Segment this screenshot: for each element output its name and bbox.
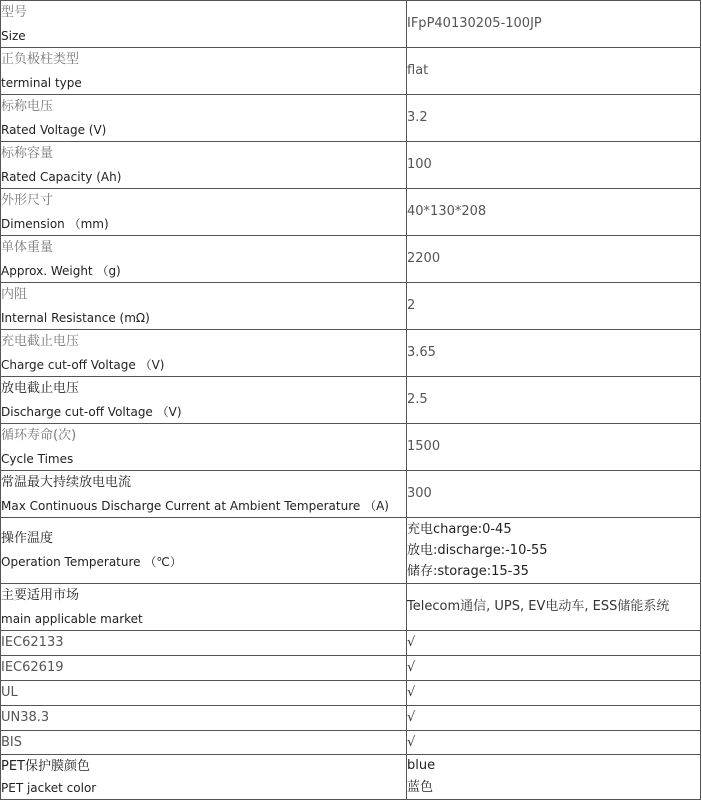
value-cell xyxy=(407,189,701,236)
row-cert-iec62133 xyxy=(1,631,701,656)
label-cell xyxy=(1,656,407,681)
value-cell xyxy=(407,1,701,48)
value-cell xyxy=(407,681,701,706)
checkmark-icon: √ xyxy=(407,685,416,700)
row-discharge-cutoff xyxy=(1,377,701,424)
label-en: Approx. Weight （g) xyxy=(1,263,121,278)
value-cell xyxy=(407,755,701,800)
value-cell xyxy=(407,142,701,189)
checkmark-icon: √ xyxy=(407,635,416,650)
cert-name: IEC62619 xyxy=(1,660,64,675)
value-cell xyxy=(407,48,701,95)
value-cell xyxy=(407,584,701,631)
cert-name: IEC62133 xyxy=(1,635,64,650)
value: 2.5 xyxy=(407,392,428,407)
label-en: Cycle Times xyxy=(1,451,74,466)
label-zh: 外形尺寸 xyxy=(1,192,54,208)
value-cell xyxy=(407,631,701,656)
label-en: Operation Temperature （℃） xyxy=(1,555,182,569)
value-cell xyxy=(407,283,701,330)
label-zh: 主要适用市场 xyxy=(1,587,80,603)
value-cell xyxy=(407,471,701,518)
row-rated-capacity xyxy=(1,142,701,189)
label-cell xyxy=(1,330,407,377)
label-zh: 型号 xyxy=(1,4,28,20)
row-cert-iec62619 xyxy=(1,656,701,681)
label-zh: PET保护膜颜色 xyxy=(1,758,90,774)
checkmark-icon: √ xyxy=(407,734,416,750)
row-cycle-times xyxy=(1,424,701,471)
label-zh: 放电截止电压 xyxy=(1,380,80,396)
value: 40*130*208 xyxy=(407,204,487,219)
label-en: Rated Voltage (V) xyxy=(1,122,107,137)
label-zh: 标称电压 xyxy=(1,98,54,114)
checkmark-icon: √ xyxy=(407,710,416,725)
label-cell xyxy=(1,236,407,283)
value-cell xyxy=(407,377,701,424)
value-en: blue xyxy=(407,758,436,773)
label-en: Discharge cut-off Voltage （V) xyxy=(1,404,182,419)
row-jacket-color xyxy=(1,755,701,800)
row-cert-ul xyxy=(1,681,701,706)
value: Telecom通信, UPS, EV电动车, ESS储能系统 xyxy=(407,599,670,614)
label-cell xyxy=(1,95,407,142)
label-cell xyxy=(1,681,407,706)
value-charge: 充电charge:0-45 xyxy=(407,522,512,537)
row-size xyxy=(1,1,701,48)
cert-name: UN38.3 xyxy=(1,710,50,725)
label-zh: 单体重量 xyxy=(1,239,54,255)
row-dimension xyxy=(1,189,701,236)
label-en: Max Continuous Discharge Current at Ambient Temperature （A) xyxy=(1,498,389,513)
cert-name: UL xyxy=(1,685,18,700)
value-discharge: 放电:discharge:-10-55 xyxy=(407,543,548,558)
label-cell xyxy=(1,706,407,731)
value: 2 xyxy=(407,298,416,313)
label-cell xyxy=(1,48,407,95)
label-zh: 正负极柱类型 xyxy=(1,51,80,67)
label-en: Dimension （mm) xyxy=(1,216,109,231)
label-zh: 操作温度 xyxy=(1,531,54,546)
label-cell xyxy=(1,755,407,800)
row-market xyxy=(1,584,701,631)
value: flat xyxy=(407,63,429,78)
label-en: Size xyxy=(1,28,26,43)
value-cell xyxy=(407,518,701,584)
label-cell xyxy=(1,518,407,584)
label-cell xyxy=(1,584,407,631)
label-en: Rated Capacity (Ah) xyxy=(1,169,122,184)
value-cell xyxy=(407,330,701,377)
checkmark-icon: √ xyxy=(407,660,416,675)
row-cert-bis xyxy=(1,731,701,755)
label-zh: 常温最大持续放电电流 xyxy=(1,474,132,490)
label-zh: 循环寿命(次) xyxy=(1,427,77,443)
label-cell xyxy=(1,731,407,755)
value: 300 xyxy=(407,486,432,501)
value-cell xyxy=(407,656,701,681)
row-cert-un38-3 xyxy=(1,706,701,731)
value: 2200 xyxy=(407,251,441,266)
row-weight xyxy=(1,236,701,283)
label-en: PET jacket color xyxy=(1,780,97,795)
label-cell xyxy=(1,377,407,424)
label-zh: 标称容量 xyxy=(1,145,54,161)
value: IFpP40130205-100JP xyxy=(407,16,542,31)
label-zh: 内阻 xyxy=(1,286,28,302)
value: 100 xyxy=(407,157,432,172)
value-zh: 蓝色 xyxy=(407,780,434,795)
row-internal-resistance xyxy=(1,283,701,330)
cert-name: BIS xyxy=(1,734,23,750)
label-cell xyxy=(1,631,407,656)
row-terminal-type xyxy=(1,48,701,95)
value-storage: 储存:storage:15-35 xyxy=(407,564,529,579)
value-cell xyxy=(407,706,701,731)
row-rated-voltage xyxy=(1,95,701,142)
row-charge-cutoff xyxy=(1,330,701,377)
label-cell xyxy=(1,283,407,330)
row-max-discharge-current xyxy=(1,471,701,518)
value: 3.65 xyxy=(407,345,436,360)
label-en: main applicable market xyxy=(1,611,143,626)
label-en: Internal Resistance (mΩ) xyxy=(1,310,150,325)
label-cell xyxy=(1,424,407,471)
value: 1500 xyxy=(407,439,441,454)
value-cell xyxy=(407,424,701,471)
label-cell xyxy=(1,142,407,189)
value-cell xyxy=(407,731,701,755)
label-en: Charge cut-off Voltage （V) xyxy=(1,357,165,372)
label-cell xyxy=(1,189,407,236)
value: 3.2 xyxy=(407,110,428,125)
value-cell xyxy=(407,95,701,142)
row-operation-temperature xyxy=(1,518,701,584)
label-cell xyxy=(1,1,407,48)
value-cell xyxy=(407,236,701,283)
label-zh: 充电截止电压 xyxy=(1,333,80,349)
label-en: terminal type xyxy=(1,75,82,90)
label-cell xyxy=(1,471,407,518)
